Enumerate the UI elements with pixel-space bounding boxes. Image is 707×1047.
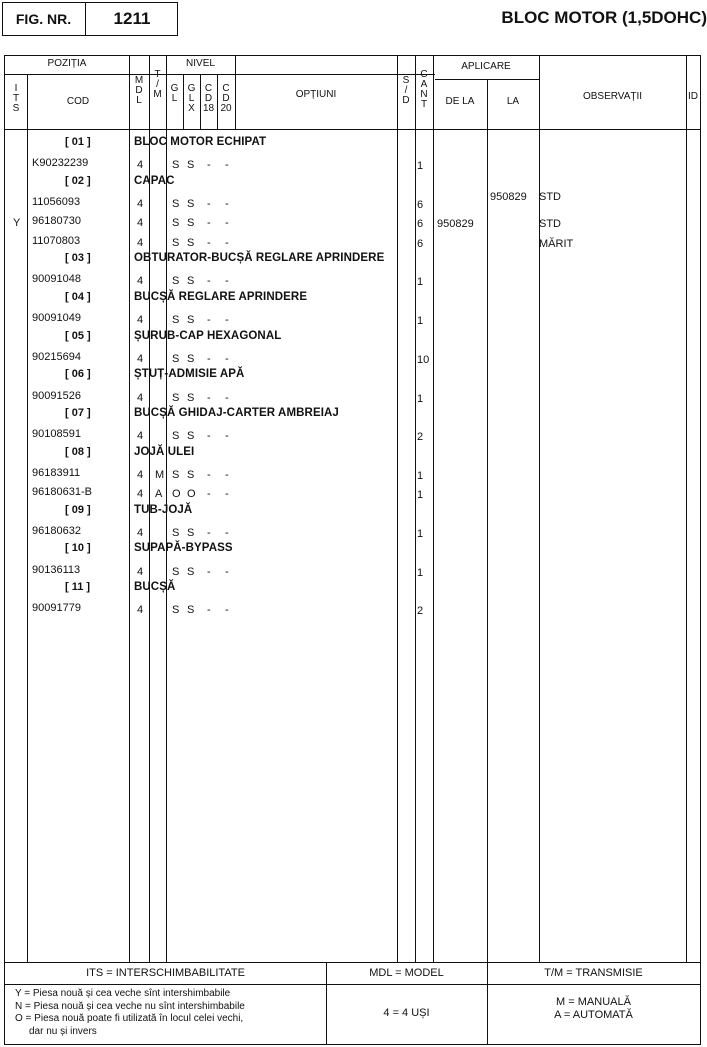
nivel-gl-value: S [172, 217, 180, 230]
col-line-cod [129, 56, 130, 962]
col-line-dela [487, 79, 488, 962]
header-its [5, 84, 27, 114]
tm-value: M [155, 468, 165, 481]
observation-value: MĂRIT [539, 237, 574, 250]
part-code: 11056093 [32, 196, 81, 209]
nivel-cd18-value: - [207, 352, 211, 365]
tm-legend-line: M = MANUALĂ [556, 996, 631, 1008]
col-line-cant [433, 56, 434, 962]
position-number: [ 10 ] [65, 542, 91, 555]
nivel-cd18-value: - [207, 430, 211, 443]
header-letter: X [188, 103, 195, 114]
mdl-value: 4 [137, 198, 144, 211]
part-description: ȘURUB-CAP HEXAGONAL [134, 329, 282, 342]
nivel-glx-value: S [187, 159, 195, 172]
position-number: [ 02 ] [65, 174, 91, 187]
nivel-gl-value: O [172, 488, 181, 501]
part-description: ȘTUȚ-ADMISIE APĂ [134, 368, 245, 381]
mdl-value: 4 [137, 314, 144, 327]
tm-legend-line: A = AUTOMATĂ [554, 1009, 633, 1021]
header-gl [166, 84, 183, 104]
header-letter: 20 [220, 103, 232, 114]
nivel-glx-value: S [187, 391, 195, 404]
nivel-glx-value: S [187, 430, 195, 443]
nivel-cd18-value: - [207, 314, 211, 327]
header-cd20 [217, 84, 235, 114]
nivel-glx-value: S [187, 565, 195, 578]
part-description: JOJĂ ULEI [134, 445, 195, 458]
header-glx [183, 84, 200, 114]
mdl-value: 4 [137, 236, 144, 249]
position-number: [ 09 ] [65, 503, 91, 516]
mdl-value: 4 [137, 159, 144, 172]
quantity-value: 1 [417, 528, 424, 540]
part-code: 90136113 [32, 563, 81, 576]
position-number: [ 05 ] [65, 329, 91, 342]
nivel-cd18-value: - [207, 217, 211, 230]
quantity-value: 2 [417, 605, 424, 618]
quantity-value: 1 [417, 469, 424, 482]
quantity-value: 6 [417, 218, 424, 231]
header-letter: S [402, 75, 410, 86]
header-nivel: NIVEL [186, 58, 215, 69]
col-line-its [27, 74, 28, 962]
nivel-cd18-value: - [207, 527, 211, 539]
nivel-gl-value: S [172, 527, 180, 539]
quantity-value: 1 [417, 392, 424, 405]
its-legend-line: dar nu și invers [29, 1025, 97, 1037]
nivel-cd20-value: - [225, 275, 229, 288]
nivel-cd18-value: - [207, 159, 211, 172]
header-letter: N [420, 89, 428, 100]
mdl-value: 4 [137, 488, 144, 501]
nivel-cd20-value: - [225, 604, 229, 617]
part-code: 96183911 [32, 466, 81, 479]
part-description: BUCȘĂ REGLARE APRINDERE [134, 290, 308, 303]
nivel-cd20-value: - [225, 217, 229, 230]
header-cant [415, 70, 433, 110]
position-number: [ 03 ] [65, 252, 91, 265]
mdl-value: 4 [137, 604, 144, 617]
nivel-glx-value: S [187, 236, 195, 249]
part-description: OBTURATOR-BUCȘĂ REGLARE APRINDERE [134, 252, 385, 265]
part-code: 96180632 [32, 525, 81, 537]
header-letter: C [204, 83, 213, 94]
nivel-glx-value: O [187, 488, 196, 501]
header-sd [397, 76, 415, 106]
nivel-cd18-value: - [207, 604, 211, 617]
part-code: K90232239 [32, 157, 89, 170]
quantity-value: 1 [417, 160, 424, 173]
mdl-value: 4 [137, 217, 144, 230]
footer-tm-definition: T/M = TRANSMISIE [544, 967, 643, 979]
header-letter: T [12, 93, 20, 104]
part-description: CAPAC [134, 174, 175, 187]
figure-label: FIG. NR. [2, 2, 86, 36]
header-letter: M [134, 75, 144, 86]
header-letter: L [188, 93, 195, 104]
header-letter: L [136, 95, 142, 106]
header-letter: M [153, 89, 162, 100]
nivel-glx-value: S [187, 275, 195, 288]
part-code: 90108591 [32, 428, 81, 441]
page-title: BLOC MOTOR (1,5DOHC) [501, 8, 707, 27]
quantity-value: 6 [417, 237, 424, 250]
nivel-cd18-value: - [207, 198, 211, 211]
part-code: 90091526 [32, 389, 81, 402]
header-id: ID [688, 91, 698, 102]
footer-tm-legend [487, 996, 700, 1022]
its-legend-line: N = Piesa nouă și cea veche nu sînt intershimbabile [15, 1000, 245, 1012]
nivel-glx-value: S [187, 352, 195, 365]
part-description: TUB-JOJĂ [134, 503, 193, 516]
header-letter: L [171, 93, 178, 104]
footer-mdl-definition: MDL = MODEL [369, 967, 444, 979]
footer-its-legend [15, 988, 245, 1038]
nivel-gl-value: S [172, 236, 180, 249]
its-legend-line: O = Piesa nouă poate fi utilizată în locul celei vechi, [15, 1013, 244, 1024]
position-number: [ 04 ] [65, 290, 91, 303]
mdl-value: 4 [137, 391, 144, 404]
observation-value: STD [539, 218, 561, 231]
nivel-gl-value: S [172, 314, 180, 327]
position-number: [ 11 ] [65, 581, 91, 594]
part-description: BLOC MOTOR ECHIPAT [134, 136, 267, 148]
header-mdl [129, 76, 149, 106]
nivel-glx-value: S [187, 527, 195, 539]
header-letter: / [404, 85, 408, 96]
quantity-value: 10 [417, 353, 430, 366]
tm-value: A [155, 488, 163, 501]
nivel-cd18-value: - [207, 488, 211, 501]
header-cd18 [200, 84, 217, 114]
header-letter: C [420, 69, 428, 80]
header-cod: COD [66, 96, 90, 107]
apply-to-value: 950829 [490, 191, 527, 204]
nivel-cd20-value: - [225, 527, 229, 539]
header-letter: C [222, 83, 230, 94]
nivel-cd20-value: - [225, 159, 229, 172]
nivel-cd20-value: - [225, 430, 229, 443]
position-number: [ 07 ] [65, 406, 91, 419]
nivel-cd20-value: - [225, 314, 229, 327]
apply-from-value: 950829 [437, 218, 474, 231]
nivel-glx-value: S [187, 217, 195, 230]
col-line-obs [686, 56, 687, 962]
position-number: [ 06 ] [65, 368, 91, 381]
footer-mdl-value: 4 = 4 UȘI [383, 1007, 430, 1019]
nivel-cd20-value: - [225, 488, 229, 501]
nivel-cd18-value: - [207, 275, 211, 288]
mdl-value: 4 [137, 275, 144, 288]
footer-divider-mid [5, 984, 700, 985]
header-aplicare: APLICARE [461, 61, 511, 72]
nivel-cd20-value: - [225, 468, 229, 481]
part-description: BUCȘĂ GHIDAJ-CARTER AMBREIAJ [134, 406, 339, 419]
nivel-cd20-value: - [225, 391, 229, 404]
quantity-value: 1 [417, 276, 424, 289]
header-letter: D [204, 93, 213, 104]
col-line-optiuni [397, 56, 398, 962]
header-letter: G [187, 83, 196, 94]
nivel-gl-value: S [172, 275, 180, 288]
part-code: 90215694 [32, 350, 81, 363]
nivel-cd20-value: - [225, 352, 229, 365]
header-letter: A [420, 79, 428, 90]
nivel-cd18-value: - [207, 468, 211, 481]
parts-table [4, 55, 701, 1045]
nivel-cd20-value: - [225, 236, 229, 249]
part-code: 90091049 [32, 312, 81, 325]
header-letter: / [156, 79, 159, 90]
position-number: [ 01 ] [65, 136, 91, 148]
nivel-gl-value: S [172, 468, 180, 481]
its-value: Y [13, 217, 21, 230]
nivel-gl-value: S [172, 565, 180, 578]
part-description: BUCȘĂ [134, 581, 176, 594]
part-code: 96180730 [32, 215, 81, 228]
header-divider-upper [5, 74, 435, 75]
footer-divider-top [5, 962, 700, 963]
part-code: 96180631-B [32, 486, 92, 499]
mdl-value: 4 [137, 352, 144, 365]
header-tm [149, 70, 166, 100]
nivel-glx-value: S [187, 604, 195, 617]
part-code: 11070803 [32, 234, 81, 247]
nivel-cd18-value: - [207, 391, 211, 404]
figure-number: 1211 [113, 9, 151, 28]
nivel-glx-value: S [187, 198, 195, 211]
quantity-value: 1 [417, 489, 424, 502]
header-letter: T [420, 99, 428, 110]
part-code: 90091048 [32, 273, 81, 286]
quantity-value: 1 [417, 315, 424, 328]
nivel-gl-value: S [172, 159, 180, 172]
quantity-value: 6 [417, 199, 424, 212]
header-letter: S [12, 103, 20, 114]
header-pozitia: POZIȚIA [47, 58, 87, 69]
nivel-cd20-value: - [225, 198, 229, 211]
header-observatii: OBSERVAȚII [582, 91, 643, 102]
quantity-value: 1 [417, 566, 424, 579]
part-description: SUPAPĂ-BYPASS [134, 542, 233, 555]
header-letter: D [222, 93, 230, 104]
nivel-cd20-value: - [225, 565, 229, 578]
header-la: LA [506, 96, 520, 107]
position-number: [ 08 ] [65, 445, 91, 458]
nivel-gl-value: S [172, 430, 180, 443]
header-letter: D [402, 95, 410, 106]
mdl-value: 4 [137, 468, 144, 481]
nivel-cd18-value: - [207, 565, 211, 578]
header-dela: DE LA [445, 96, 475, 107]
header-letter: G [170, 83, 179, 94]
nivel-glx-value: S [187, 468, 195, 481]
part-code: 90091779 [32, 602, 81, 615]
nivel-cd18-value: - [207, 236, 211, 249]
nivel-gl-value: S [172, 198, 180, 211]
mdl-value: 4 [137, 527, 144, 539]
header-optiuni: OPȚIUNI [295, 89, 337, 100]
col-line-sd [415, 56, 416, 962]
quantity-value: 2 [417, 431, 424, 444]
observation-value: STD [539, 191, 561, 204]
header-letter: I [14, 83, 18, 94]
header-letter: D [135, 85, 143, 96]
nivel-gl-value: S [172, 352, 180, 365]
nivel-gl-value: S [172, 391, 180, 404]
header-divider-main [5, 129, 700, 130]
its-legend-line: Y = Piesa nouă și cea veche sînt intershimbabile [15, 988, 231, 999]
header-letter: T [154, 69, 161, 80]
mdl-value: 4 [137, 430, 144, 443]
mdl-value: 4 [137, 565, 144, 578]
nivel-glx-value: S [187, 314, 195, 327]
nivel-gl-value: S [172, 604, 180, 617]
footer-its-definition: ITS = INTERSCHIMBABILITATE [86, 967, 245, 979]
header-letter: 18 [202, 103, 215, 114]
